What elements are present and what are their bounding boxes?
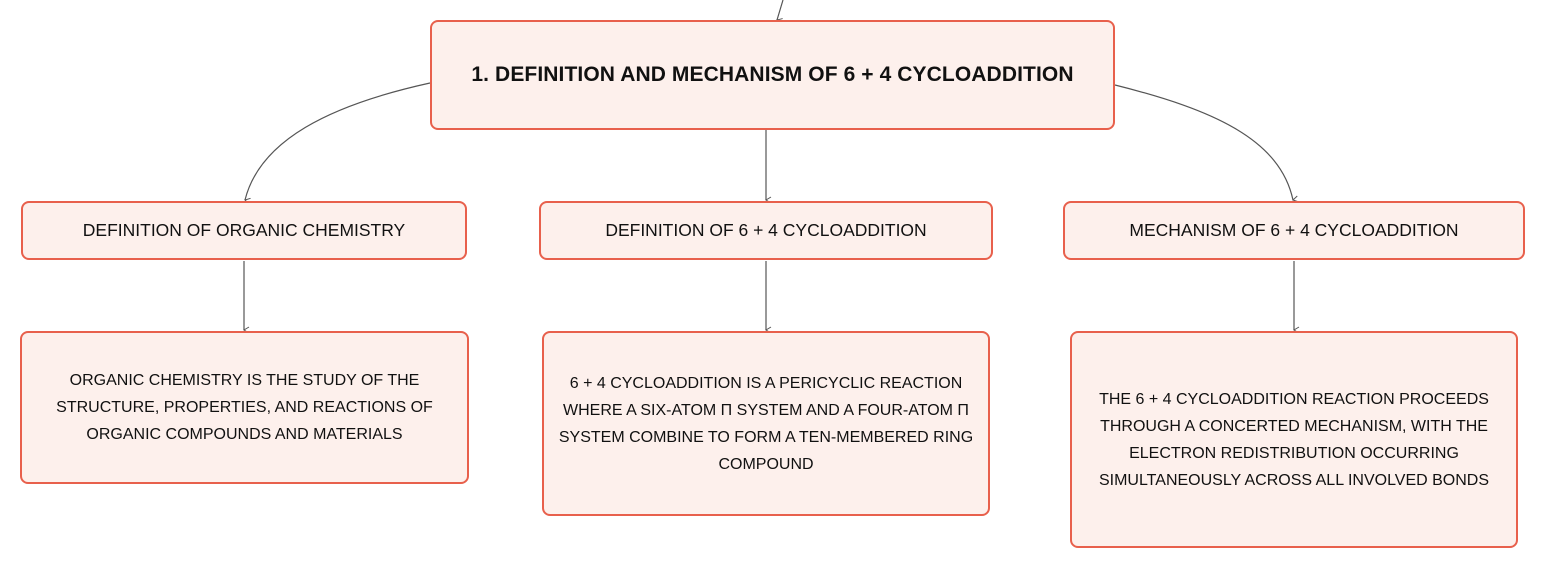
topic-node-organic-chemistry-definition[interactable] (21, 201, 467, 260)
detail-text: THE 6 + 4 CYCLOADDITION REACTION PROCEEDS THROUGH A CONCERTED MECHANISM, WITH THE ELECTRON REDISTRIBUTION OCCURRING SIMULTANEOUSLY ACROSS ALL INVOLVED BONDS (1098, 390, 1490, 489)
connector-root-to-organic-definition (245, 83, 430, 200)
topic-node-cycloaddition-definition[interactable] (539, 201, 993, 260)
topic-label: DEFINITION OF 6 + 4 CYCLOADDITION (605, 220, 927, 240)
incoming-connector (777, 0, 783, 20)
connector-root-to-mechanism (1115, 85, 1293, 200)
detail-text: 6 + 4 CYCLOADDITION IS A PERICYCLIC REACTION WHERE A SIX-ATOM Π SYSTEM AND A FOUR-ATOM Π SYSTEM COMBINE TO FORM A TEN-MEMBERED RING COMPOUND (558, 374, 974, 473)
root-node[interactable] (430, 20, 1115, 130)
topic-label: DEFINITION OF ORGANIC CHEMISTRY (82, 220, 406, 240)
root-title: 1. DEFINITION AND MECHANISM OF 6 + 4 CYCLOADDITION (471, 63, 1074, 86)
detail-node-cycloaddition-definition[interactable] (542, 331, 990, 516)
detail-node-organic-chemistry[interactable] (20, 331, 469, 484)
detail-text: ORGANIC CHEMISTRY IS THE STUDY OF THE STRUCTURE, PROPERTIES, AND REACTIONS OF ORGANIC COMPOUNDS AND MATERIALS (56, 372, 433, 443)
topic-node-cycloaddition-mechanism[interactable] (1063, 201, 1525, 260)
detail-node-cycloaddition-mechanism[interactable] (1070, 331, 1518, 548)
topic-label: MECHANISM OF 6 + 4 CYCLOADDITION (1129, 220, 1459, 240)
